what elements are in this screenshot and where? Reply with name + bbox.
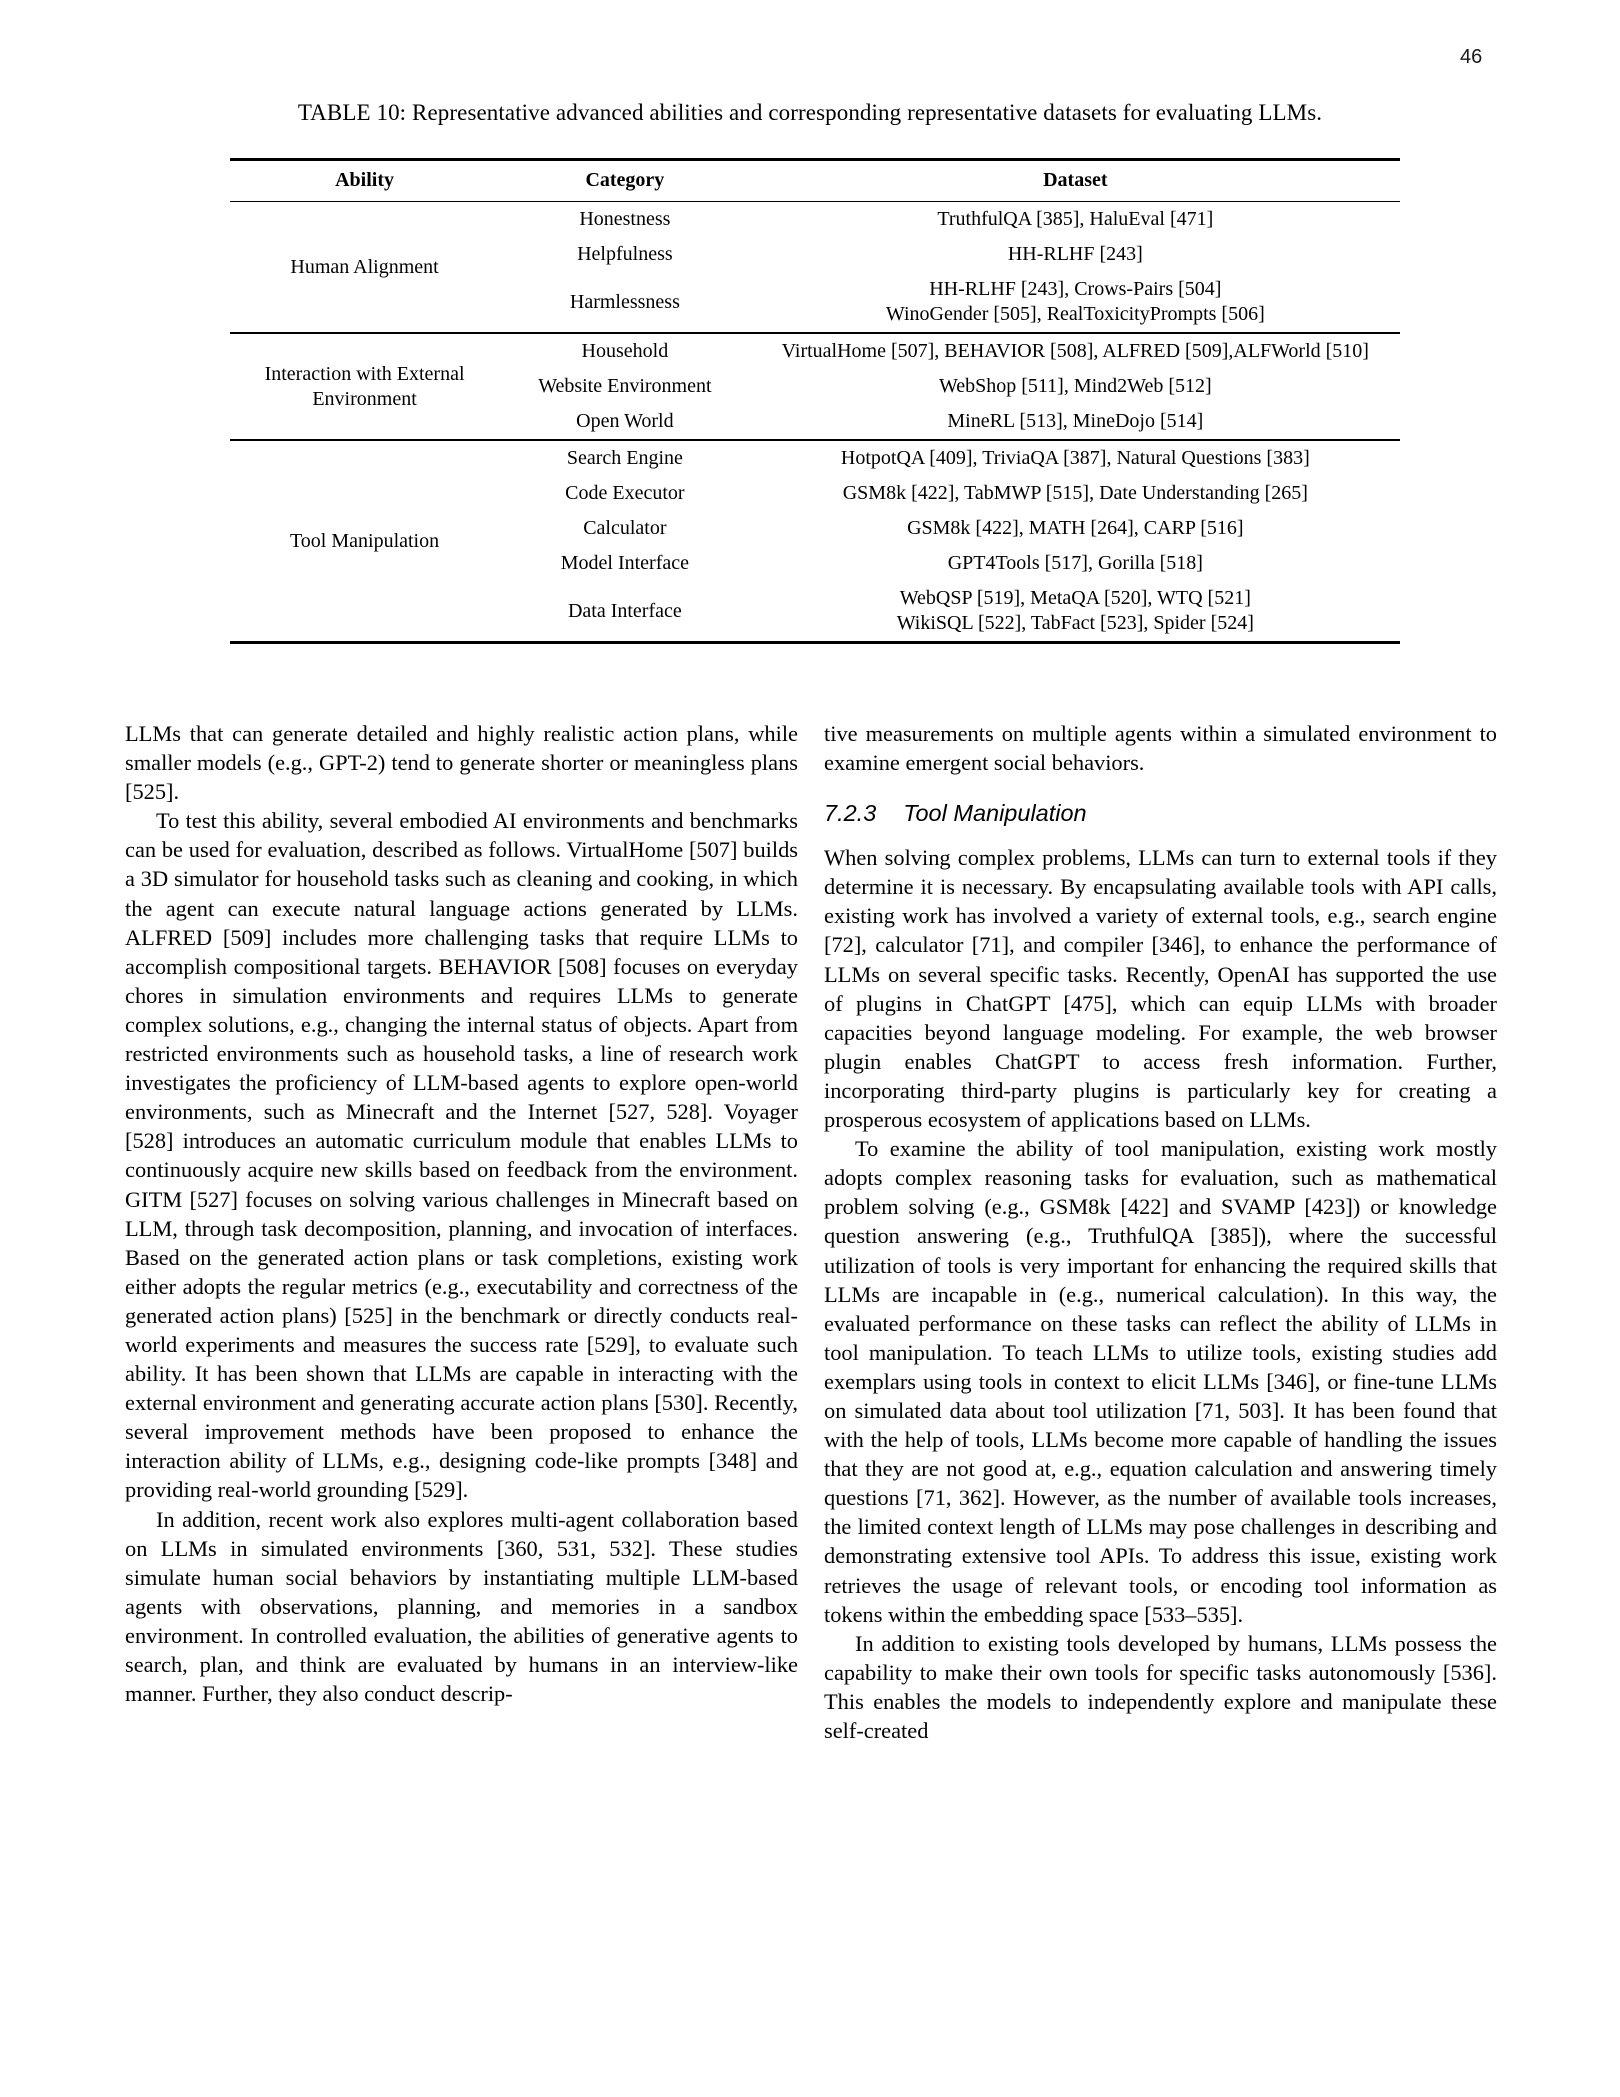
table-caption: TABLE 10: Representative advanced abilities and corresponding representative datasets for evaluating LLMs. bbox=[297, 100, 1323, 125]
category-cell: Calculator bbox=[583, 517, 667, 539]
dataset-cell bbox=[751, 272, 1400, 333]
dataset-line: WinoGender [505], RealToxicityPrompts [506] bbox=[885, 303, 1265, 325]
abilities-table-wrap bbox=[230, 158, 1400, 644]
paragraph: When solving complex problems, LLMs can turn to external tools if they determine it is necessary. By encapsulating available tools with API calls, existing work has involved a variety of external tools, e.g., search engine [72], calculator [71], and compiler [346], to enhance the performance of LLMs on several specific tasks. Recently, OpenAI has supported the use of plugins in ChatGPT [475], which can equip LLMs with broader capacities beyond language modeling. For example, the web browser plugin enables ChatGPT to access fresh information. Further, incorporating third-party plugins is particularly key for creating a prosperous ecosystem of applications based on LLMs. bbox=[824, 845, 1497, 1133]
paragraph: tive measurements on multiple agents within a simulated environment to examine emergent social behaviors. bbox=[824, 721, 1497, 776]
category-cell: Search Engine bbox=[566, 447, 683, 469]
table-group-human-alignment bbox=[230, 202, 1400, 334]
column-header-ability: Ability bbox=[230, 160, 499, 202]
category-cell: Honestness bbox=[579, 208, 671, 230]
table-row bbox=[230, 333, 1400, 369]
table-row bbox=[230, 202, 1400, 238]
table-group-tool-manipulation bbox=[230, 440, 1400, 643]
dataset-cell: GSM8k [422], TabMWP [515], Date Understanding [265] bbox=[842, 482, 1308, 504]
ability-cell: Interaction with External Environment bbox=[264, 362, 465, 410]
dataset-cell: TruthfulQA [385], HaluEval [471] bbox=[937, 208, 1214, 230]
category-cell: Data Interface bbox=[567, 599, 682, 622]
ability-cell: Tool Manipulation bbox=[289, 529, 440, 552]
dataset-line: HH-RLHF [243], Crows-Pairs [504] bbox=[929, 278, 1222, 300]
paragraph: LLMs that can generate detailed and highly realistic action plans, while smaller models (e.g., GPT-2) tend to generate shorter or meaningless plans [525]. bbox=[125, 721, 798, 805]
category-cell: Model Interface bbox=[560, 552, 689, 574]
paragraph: In addition, recent work also explores multi-agent collaboration based on LLMs in simulated environments [360, 531, 532]. These studies simulate human social behaviors by instantiating multiple LLM-based agents with observations, planning, and memories in a sandbox environment. In controlled evaluation, the abilities of generative agents to search, plan, and think are evaluated by humans in an interview-like manner. Further, they also conduct descrip- bbox=[125, 1506, 798, 1707]
dataset-line: WebQSP [519], MetaQA [520], WTQ [521] bbox=[899, 587, 1251, 609]
paragraph: To test this ability, several embodied AI environments and benchmarks can be used for evaluation, described as follows. VirtualHome [507] builds a 3D simulator for household tasks such as cleaning and cooking, in which the agent can execute natural language actions generated by LLMs. ALFRED [509] includes more challenging tasks that require LLMs to accomplish compositional targets. BEHAVIOR [508] focuses on everyday chores in simulation environments and requires LLMs to generate complex solutions, e.g., changing the internal status of objects. Apart from restricted environments such as household tasks, a line of research work investigates the proficiency of LLM-based agents to explore open-world environments, such as Minecraft and the Internet [527, 528]. Voyager [528] introduces an automatic curriculum module that enables LLMs to continuously acquire new skills based on feedback from the environment. GITM [527] focuses on solving various challenges in Minecraft based on LLM, through task decomposition, planning, and invocation of interfaces. Based on the generated action plans or task completions, existing work either adopts the regular metrics (e.g., executability and correctness of the generated action plans) [525] in the benchmark or directly conducts real-world experiments and measures the success rate [529], to evaluate such ability. It has been shown that LLMs are capable in interacting with the external environment and generating accurate action plans [530]. Recently, several improvement methods have been proposed to enhance the interaction ability of LLMs, e.g., designing code-like prompts [348] and providing real-world grounding [529]. bbox=[125, 808, 798, 1503]
category-cell: Code Executor bbox=[565, 482, 685, 504]
dataset-cell: GSM8k [422], MATH [264], CARP [516] bbox=[907, 517, 1244, 539]
section-number: 7.2.3 bbox=[824, 800, 877, 827]
page-number: 46 bbox=[1460, 46, 1483, 68]
dataset-cell: WebShop [511], Mind2Web [512] bbox=[938, 375, 1212, 397]
table-header-row bbox=[230, 160, 1400, 202]
paragraph: In addition to existing tools developed by humans, LLMs possess the capability to make their own tools for specific tasks autonomously [536]. This enables the models to independently explore and manipulate these self-created bbox=[824, 1630, 1497, 1743]
dataset-cell: GPT4Tools [517], Gorilla [518] bbox=[947, 552, 1203, 574]
category-cell: Helpfulness bbox=[577, 243, 673, 265]
dataset-cell: HH-RLHF [243] bbox=[1007, 243, 1143, 265]
paragraph: To examine the ability of tool manipulation, existing work mostly adopts complex reasoning tasks for evaluation, such as mathematical problem solving (e.g., GSM8k [422] and SVAMP [423]) or knowledge question answering (e.g., TruthfulQA [385]), where the successful utilization of tools is very important for enhancing the required skills that LLMs are incapable in (e.g., numerical calculation). In this way, the evaluated performance on these tasks can reflect the ability of LLMs in tool manipulation. To teach LLMs to utilize tools, existing studies add exemplars using tools in context to elicit LLMs [346], or fine-tune LLMs on simulated data about tool utilization [71, 503]. It has been found that with the help of tools, LLMs become more capable of handling the issues that they are not good at, e.g., equation calculation and answering timely questions [71, 362]. However, as the number of available tools increases, the limited context length of LLMs may pose challenges in describing and demonstrating extensive tool APIs. To address this issue, existing work retrieves the usage of relevant tools, or encoding tool information as tokens within the embedding space [533–535]. bbox=[824, 1136, 1497, 1627]
dataset-cell: VirtualHome [507], BEHAVIOR [508], ALFRED [509],ALFWorld [510] bbox=[781, 340, 1369, 362]
column-header-category: Category bbox=[499, 160, 751, 202]
ability-cell: Human Alignment bbox=[290, 255, 439, 278]
abilities-table bbox=[230, 158, 1400, 644]
dataset-cell: MineRL [513], MineDojo [514] bbox=[947, 410, 1204, 432]
dataset-line: WikiSQL [522], TabFact [523], Spider [524] bbox=[896, 612, 1254, 634]
right-column bbox=[824, 719, 1497, 1745]
left-column bbox=[125, 719, 798, 1745]
dataset-cell bbox=[751, 581, 1400, 643]
dataset-cell: HotpotQA [409], TriviaQA [387], Natural Questions [383] bbox=[840, 447, 1310, 469]
body-columns bbox=[125, 719, 1497, 1745]
table-group-interaction-external-environment bbox=[230, 333, 1400, 440]
category-cell: Open World bbox=[576, 410, 674, 432]
table-row bbox=[230, 440, 1400, 476]
category-cell: Household bbox=[581, 340, 669, 362]
category-cell: Website Environment bbox=[538, 375, 712, 397]
category-cell: Harmlessness bbox=[569, 290, 680, 313]
section-title: Tool Manipulation bbox=[903, 800, 1087, 827]
section-heading bbox=[824, 800, 1497, 826]
column-header-dataset: Dataset bbox=[751, 160, 1400, 202]
